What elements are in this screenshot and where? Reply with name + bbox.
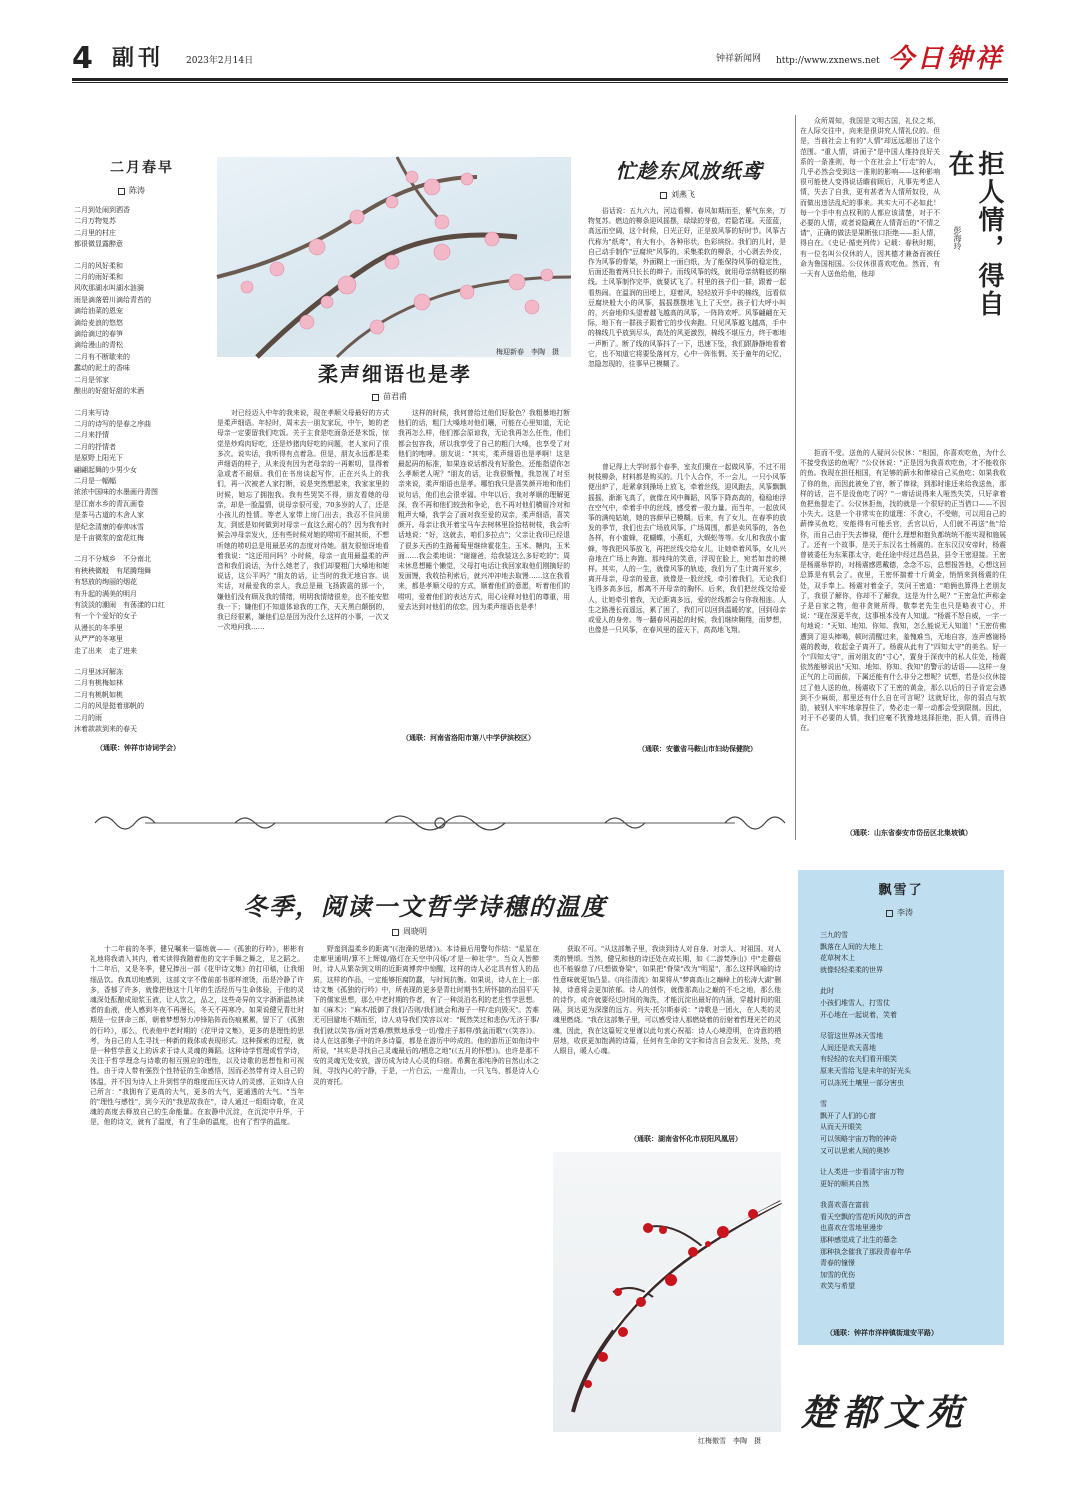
snow-stanza <box>820 1099 1000 1157</box>
poem1-stanza <box>74 408 214 545</box>
poem1-stanza <box>74 667 214 735</box>
filial-author: 苗君甫 <box>372 392 407 402</box>
site-url[interactable]: http://www.zxnews.net <box>776 56 880 66</box>
winter-column-1: 十二年前的冬季，健兄嘱来一篇练就——《孤独的行吟》，彬彬有礼地将我请入其内，着实读得我随着他的文字手舞之舞之，足之蹈之。十二年后，又是冬季，健兄捧出一部《花甲诗文集》的打印稿，让我细细品饮。我真切地感到，这部文字不像前部书那样滚烫，而是冷静了许多，香郁了许多，就像把他这十几年的生活经历与生命体验，于他的灵魂深处酝酿成琼浆玉液，让人饮之，品之，这些奇异的文字渐渐温热读者的血液，使人感到冬夜不再漫长，冬天不再寒冷。如果说健兄青壮时期是一位拼命三郎，朝着梦想努力冲锋陷阵而伤痕累累，留下了《孤独的行吟》，那么，代表他中老时期的《花甲诗文集》，更多的是理性的思考，为自己的人生寻找一种新的栽体或表现形式。这种探索的过程，就是一种哲学意义上的诉求于诗人灵魂的舞蹈。这种诗学哲理或哲学诗，关注于哲学理念与诗歌的相互照应的理性，以及诗歌的思想性和可视性。由于诗人带有强烈个性特征的生命感悟，因而必然带有诗人自己的体温，并不因为诗人上升到哲学的维度而压灭诗人的灵感，正如诗人自己所言："我拥有了更高的大气，更多的大气，更通透的大气。"当年的"理性与感性"，到今天的"我思故我在"，诗人通过一组组诗歌，在灵魂的高度去释放自己的生命能量。在寂静中沉淀，在沉淀中升华，于是，他的诗文，就有了温度，有了生命的温度，也有了哲学的温度。 <box>90 945 304 1127</box>
poem1-line: 浓浓中国味的水墨画丹青图 <box>74 488 158 497</box>
issue-date: 2023年2月14日 <box>186 56 254 66</box>
winter-column-3: 获取不可。"从这部集子里，我读到诗人对自身、对亲人、对祖国、对人类的赞颂。当然，健兄和他的诗还处在成长期，如《二游梵净山》中"走蘑菇也不能躲慈了/只想做脊梁"，如果把"脊梁"改为"明星"，那么这样讽喻的诗性意味就更加凸显。《向往清流》如果将从"梦离高山之巅峰上的松涛大湖"删掉，诗意将会更加浓郁。诗人的创作，就像那高山之巅的不毛之地，那么他的诗作，或许就要经过时间的淘洗，才能沉淀出最好的内涵，穿越时间的阻隔，到达更为深邃的远方。列夫·托尔斯泰说："诗歌是一团火，在人类的灵魂里燃烧。"我在这部集子里，可以感受诗人那燃烧着的衍射着哲理光芒的灵魂，因此，我在这篇短文里谨以此句衷心祝福：诗人心境澄明，在诗意的栖居地，收获更加饱满的诗篇，任何有生命的文字和诗言自会发光、发热，亮人眼目，暖人心魂。 <box>553 945 781 1056</box>
ornament-divider <box>85 808 795 838</box>
poem1-line: 是茶马古道的木舍人家 <box>74 511 144 520</box>
snow-line: 原来天雪给飞是未年的好光头 <box>820 1066 911 1075</box>
snow-line: 此时 <box>820 987 834 996</box>
snow-poem-author: 李涛 <box>886 908 913 918</box>
poem1-line: 有一个个爱好的女子 <box>74 612 137 621</box>
poem1-line: 滴给油菜的恩宠 <box>74 307 123 316</box>
poem1-line: 有秧秧微般 有尾腾翔舞 <box>74 566 151 575</box>
poem1-line: 二月有不断歇来的 <box>74 352 130 361</box>
kite-column-2: 曾记得上大学时那个春季，室友们聚在一起做风筝，不过不用树枝柳条，材料都是购买的。几个人合作，不一会儿，一只小风筝便出炉了，赶紧拿到操场上放飞，牵着丝线，迎风跑去，风筝飘飘摇摇，渐渐飞高了，就像在风中舞蹈，风筝下降高高的，稳稳地浮在空气中，牵着手中的丝线，感受着一股力量。而当年，一起放风筝的满纯姑娘，她的容颜早已模糊。后来，有了女儿，在春季的放发的季节，我们也去广场放风筝。广场周围，都是卖风筝的，各色各样，有小蜜蜂，花蝴蝶，小燕虹，大蜈蚣等等。女儿和我放小蜜蜂，等我把风筝放飞，再把丝线交给女儿，让她牵着风筝，女儿兴奋地在广场上奔跑。那纯纯的笑意，浮现在脸上，宛若如昔的模样。其实，人的一生，就像风筝的轨迹，我们为了生计离开家乡，离开母亲，母亲的爱意，就像是一股丝线，牵引着我们，无论我们飞得多高多远，都离不开母亲的胸怀。后来，我们把丝线交给爱人，让她牵引着我，无论距离多远，爱的丝线都会与你我相连。人生之路漫长而遥远，累了困了，我们可以回到温暖的家，回到母亲或爱人的身旁。等一翻春风再起的时候，我们继续翱翔，而梦想，也像是一只风筝，在春风里的蓝天下，高高地飞翔。 <box>588 463 786 635</box>
poem1-line: 二月是邻家 <box>74 375 109 384</box>
column-logo: 楚都文苑 <box>800 1392 969 1434</box>
poem1-line: 沐着款款到来的春天 <box>74 725 137 734</box>
poem1-line: 是江南水乡的青瓦画卷 <box>74 499 144 508</box>
poem1-line: 滴给麦浪的悠悠 <box>74 318 123 327</box>
poem1-line: 是原野上阳光下 <box>74 454 123 463</box>
red-plum-snow-photo <box>553 1152 781 1432</box>
filial-title: 柔声细语也是孝 <box>318 362 472 386</box>
site-name: 钟祥新闻网 <box>716 54 762 64</box>
refuse-text: 众所周知，我国是文明古国，礼仪之邦，在人际交往中，向来是很讲究人情礼仪的。但是，当前社会上有的"人情"却远远超出了这个范围。"重人情，讲面子"是中国人维持良好关系的一条准则，每一个在社会上"行走"的人，几乎必然会受到这一准则的影响——这种影响很可能使人变得说话瞻前顾后，凡事先考虑人情，失去了自我，更有甚者为人情所奴役，从而做出违法乱纪的事来。其实大可不必如此！每一个手中有点权利的人都应该清楚，对于不必要的人情，或者说隐藏在人情背后的"不情之请"，正确的做法是果断张口拒绝——拒人情，得自在。《史记·循吏列传》记载：春秋时期，有一位名叫公仪休的人，因其德才兼备而被任命为鲁国相国。公仪休很喜欢吃鱼。然而，有一天有人送鱼给他，他却 <box>800 117 940 279</box>
snow-stanza <box>820 1200 1000 1293</box>
poem1-line: 有怒放的绚丽的烟花 <box>74 578 137 587</box>
poem1-body <box>74 205 214 745</box>
poem1-line: 酿出的好甜好甜的米酒 <box>74 387 144 396</box>
kite-column-1: 俗话说：五九六九，河边看柳。春风如期而至，紫气东来，万物复苏。燃边的柳条迎风摇摆，绿绿的芽苞，若隐若现。天蓝蓝，高远而空阔，这个时候，日光正好，正是放风筝的好时节。风筝古代称为"纸鸢"，有大有小，各种形状，色彩缤纷。我们的儿时，是自己动手制作"豆腐块"风筝的。采集柔软的柳条，小心剥去外皮，作为风筝的骨架，外面糊上一面白纸，为了能保持风筝的稳定性，后面还拖着两只长长的辫子。而线风筝的线，就用母亲纳鞋底的棉线。土风筝制作完毕，就要试飞了。村里的孩子们一群，跟着一起看热闹。在温润的田埂上，迎着风，轻轻放开手中的棉线，远看似豆腐块般大小的风筝，摇摇摆摆地飞上了天空。孩子们大呼小叫的，兴奋地仰头望着越飞越高的风筝，一阵阵欢呼。风筝翩翩在天际，地下有一群孩子跟着它的步伐奔跑。只见风筝越飞越高，手中的棉线几乎放到尽头，高处的风更激烈，棉线不堪压力，终于嘭地一声断了。断了线的风筝抖了一下，迅速下坠，我们跟静静地看着它，也不知道它将要坠落何方，心中一阵怅惘。关于童年的记忆，忽隐忽现的，往事早已模糊了。 <box>588 207 786 369</box>
filial-column-1: 对已经迈入中年的我来说，现在孝顺父母最好的方式是柔声细语。年轻时，周末去一朋友家玩，中午，她的老母亲一定要留我们吃饭。关于主食是吃面条还是米饭，惊觉是炒鸡肉好吃，还是炒猪肉好吃的问题，老人家问了很多次。说实话，我听得有点着急。但是，朋友永远都是柔声细语的样子，从来没有因为老母亲的一再絮叨，显得着急或者不耐烦。我们在书房谈起写作，正在兴头上的我们，再一次被老人家打断，说是突然想起来，我家家里的时候，她忘了拥抱我。我有些哭笑不得，朋友看她的母亲，却是一脸温情，说母亲很可爱，70多岁的人了，还是小孩儿的性情。等老人家带上房门出去，我忍不住问朋友，到底是如何做到对母亲一直这么耐心的？因为我有时候会冲母亲发火，还有些时候对她的唠叨不耐其烦，不想听她的唠叨总是用最恶劣的态度对待她。朋友很惊讶地看着我说："这还用问吗？小时候，母亲一直用最温柔的声音和我们说话，为什么她老了，我们却要粗门大嗓地和她说话，这公平吗？"朋友的话，让当时的我无地自容。说实话，对最爱我的亲人，我总是最 飞扬跋扈的那一个，嫌他们没有顾及我的情绪，明明我情绪很差，也不能安慰我一下；嫌他们不知道体谅我的工作，天天黑白颠倒的，我已经很累，嫌他们总是因为没什么这样的小事，一次又一次地问我…… <box>217 409 389 632</box>
kite-author: 刘燕飞 <box>660 190 695 200</box>
poem1-line: 二月里的村庄 <box>74 228 116 237</box>
refuse-author: 彭海玲 <box>953 226 962 250</box>
snow-line: 可以领略宇宙万物的神奇 <box>820 1134 897 1143</box>
snow-line: 加雪的优伤 <box>820 1270 855 1279</box>
snow-stanza <box>820 1167 1000 1190</box>
poem1-line: 二月来写诗 <box>74 408 109 417</box>
winter-title: 冬季，阅读一文哲学诗穗的温度 <box>243 893 607 921</box>
poem1-line: 二月万物复苏 <box>74 217 116 226</box>
snow-line: 青春的憧憬 <box>820 1259 855 1268</box>
snow-stanza <box>820 1031 1000 1089</box>
poem1-line: 从漫长的冬季里 <box>74 623 123 632</box>
poem1-line: 二月来抒情 <box>74 431 109 440</box>
refuse-source: （通联：山东省泰安市岱岳区北集坡镇） <box>846 828 972 837</box>
snow-stanza <box>820 930 1000 976</box>
refuse-title: 拒人情，得自在 <box>944 150 1004 318</box>
poem1-stanza <box>74 554 214 657</box>
poem1-line: 二月是一幅幅 <box>74 476 116 485</box>
poem1-line: 滴给滴过的春笋 <box>74 330 123 339</box>
red-plum-photo-caption: 红梅傲雪 李陶 摄 <box>698 1437 761 1445</box>
poem1-line: 有淡淡的潮闹 有荡漾的口红 <box>74 601 165 609</box>
snow-poem-title: 飘雪了 <box>878 883 924 898</box>
page-number: 4 <box>72 41 93 76</box>
snow-line: 更好的顺其自然 <box>820 1179 869 1188</box>
poem1-line: 二月的抒情者 <box>74 442 116 451</box>
poem1-line: 二月的风是挺着那帆的 <box>74 702 144 711</box>
plum-blossom-photo <box>217 157 571 357</box>
poem1-line: 翩翩起舞的少男少女 <box>74 465 137 474</box>
kite-source: （通联：安徽省马鞍山市妇幼保健院） <box>638 744 757 753</box>
snow-line: 让人类进一步看清宇宙万物 <box>820 1168 904 1177</box>
poem1-line: 二月的风好柔和 <box>74 261 123 270</box>
poem1-stanza <box>74 205 214 251</box>
poem1-line: 二月里冰河解冻 <box>74 668 123 677</box>
poem1-line: 二月不分城乡 不分南北 <box>74 555 151 564</box>
kite-title: 忙趁东风放纸鸢 <box>615 159 763 183</box>
snow-line: 欢笑与希望 <box>820 1282 855 1291</box>
snow-line: 那种执念催我了那段青春年华 <box>820 1247 911 1256</box>
snow-line: 有轻轻的农夫们看开眼笑 <box>820 1055 897 1064</box>
poem1-line: 风吹那湖水叫湖水涟漪 <box>74 284 144 293</box>
poem1-line: 从严严的冬寒里 <box>74 635 123 644</box>
poem1-author: 陈涛 <box>118 186 145 196</box>
snow-line: 我喜欢喜在富前 <box>820 1201 869 1210</box>
snow-line: 可以冻死土壤里一部分害虫 <box>820 1078 904 1087</box>
refuse-text-continued: 拒而不受。送鱼的人疑问公仪休："相国，你喜欢吃鱼，为什么不接受我送的鱼呢？"公仪休说："正是因为我喜欢吃鱼，才不能收你的鱼。我现在担任相国，有足够的薪水和俸禄自己买鱼吃；如果我收了你的鱼，而因此被免了官，断了俸禄，到那时谁还来给我送鱼，那样的话，岂不是没鱼吃了吗？"一席话说得来人哑然失笑，只好拿着鱼把鱼提走了。公仪休拒鱼，找的就是一个很好的正当借口——不因小失大。这是一个非常实在的道理：不贪心，不受贿，可以用自己的薪俸买鱼吃，安能得有可能丢官，丢官以后，人们就不再送"鱼"给你，而自己由于失去俸禄，便什么理想和抱负都统统不能实现和施展了。还有一个故事，是关于东汉名士杨震的。在东汉汉安帝时，杨震曾被委任为东莱郡太守，赴任途中经过昌邑县，县令王密迎接。王密是杨震举荐的，对杨震感恩戴德，念念不忘，总想报答他，心想这回总算是有机会了。夜里，王密怀揣着十斤黄金，悄悄来到杨震的住处，双手奉上。杨震对着金子，笑问王密道："咱俩也算得上老朋友了，我很了解你，你却不了解我，这是为什么呢？"王密急忙声称金子是自家之物，他非贪赃所得，敬奉老先生也只是略表寸心，并说："现在深更半夜，这事根本没有人知道。"杨震不怒自威，一字一句地说："天知、地知、你知、我知，怎么能说无人知道！"王密仿佛遭到了迎头棒喝，顿时清醒过来，羞愧难当，无地自容，连声感谢杨震的教诲，收起金子离开了。杨震从此有了"四知太守"的美名。好一个"四知太守"，面对朋友的"寸心"，置身于深夜中的私人住处，杨震依然能够说出"天知、地知、你知、我知"的警示的话语——这样一身正气的上司面前，下属还能有什么非分之想呢？试想，若是公仪休接过了他人送的鱼，杨震收下了王密的黄金，那么以后的日子肯定会遇到不少麻烦，那里还有什么自在可言呢？这就好比，你的弱点与软肋，被别人牢牢地拿捏住了，势必走一辈一动都会受到限制。因此，对于不必要的人情，我们应毫不犹豫地选择拒绝，拒人情，而得自在。 <box>800 449 1006 733</box>
poem1-line: 是纪念清康的春帅冰雪 <box>74 522 144 531</box>
snow-line: 飘开了人们的心窗 <box>820 1111 876 1120</box>
snow-poem-source: （通联：钟祥市洋梓镇街道安平路） <box>826 1328 938 1337</box>
poem1-line: 滴给漫山的青松 <box>74 341 123 350</box>
poem1-line: 二月的雨 <box>74 713 102 722</box>
poem1-title: 二月春早 <box>110 160 174 176</box>
snow-line: 飘落在人间的大地上 <box>820 942 883 951</box>
winter-column-3-source: （通联：湖南省怀化市辰阳风凰居） <box>630 1134 742 1143</box>
section-name: 副刊 <box>112 46 165 71</box>
snow-line: 也喜欢在雪地里漫步 <box>820 1224 883 1233</box>
header-rule <box>72 78 1008 81</box>
poem1-line: 二月的诗写的是春之序曲 <box>74 419 151 428</box>
snow-line: 从而天开眼笑 <box>820 1123 862 1132</box>
poem1-line: 二月有桃梅如林 <box>74 679 123 688</box>
plum-photo-caption: 梅迎新春 李陶 摄 <box>496 348 559 356</box>
winter-author: 周晓明 <box>392 927 427 937</box>
snow-line: 雪 <box>820 1100 827 1109</box>
poem1-line: 是千亩微浆的蛮花红梅 <box>74 533 144 542</box>
winter-column-2: 野蛮到温柔乡的距离"(《泡澡的思绪》)。本诗最后用警句作结："星星在走廊里通明/算不上辉煌/路灯在天空中闪烁/才是一种社学"。当众人皆醉时，诗人从繁杂到文明的近距离博弈中惊醒，这样的诗人必定具有哲人的品质，这样的作品，一定能够拒腐防蠢，与时间抗衡。如果说，诗人在上一部诗文集《孤独的行吟》中，所表现的更多是青壮时期书生所怀揣的治国平天下的儒家思想，那么中老时期的作者，有了一种淡泊名利的老庄哲学思想。如《麻木》："麻木/抵御了我们/否则/我们就会和海子一样/走向毁灭"。苦难无可回避地不期而至，诗人劝导我们笑容以对："既然笑过和悲伤/无济于事/我们就以笑容/面对苦难/默默地承受一切/像庄子那样/鼓盆而歌"(《笑容》)。诗人在这部集子中的许多诗篇，都是在游历中吟成的。他的游历正如他诗中所说，"其实是寻找自己灵魂最后的/栖息之地"(《五月的怀想》)。也许是那不安的灵魂无处安放，游历成为诗人心灵的归宿。希冀在那纯净的自然山水之间，寻找内心的宁静，于是，一片白云，一座青山，一只飞鸟，都是诗人心灵的寄托。 <box>313 945 539 1086</box>
snow-line: 人间还是欢天喜地 <box>820 1043 876 1052</box>
filial-column-2: 这样的时候，我何曾给过他们好脸色？我粗暴地打断他们的话，粗门大嗓地对他们嚷，可能在心里知道，无论我再怎么样，他们都会原谅我，无论我再怎么任性，他们都会包容我，所以我享受了自己的粗门大嗓，也享受了对他们的咆哮。朋友说："其实，柔声细语也是孝啊！这是最起码的标准，如果连说话都没有好脸色，还能指望你怎么孝顺老人呢？"朋友的话，让我很惭愧，我忽视了对至亲来说，柔声细语也是孝。哪怕我只是喜笑颜开地和他们说句话，他们也会很幸福。中年以后，我对孝顺的理解更深，我不再和他们较劲和争论，也不再对他们横眉冷对和粗声大嗓，我学会了面对我至爱的双亲，柔声细语，喜笑颜开。母亲让我开着宝马车去树林里捡拾枯树枝，我会听话地说："好，这就去，咱们多拉点"；父亲让我印已经退了很多天西的生路葡萄里继续霍花生、玉米、糖肉，玉米面……我会柔地说："谢谢爸，给我装这么多好吃的"；周末休息想睡个懒觉，父母打电话让我回家取他们刚摘好的发面馒，我收拾利索后，就兴冲冲地去取馒……这在我看来，都是孝顺父母的方式，顺着他们的意愿，听着他们的唠叨，爱着他们的表达方式，用心诠释对他们的尊重，用爱去达到对他们的依恋，因为柔声细语也是孝！ <box>398 409 570 611</box>
poem1-line: 有升起的满美的明月 <box>74 589 137 598</box>
snow-line: 开心地在一起说着，笑着 <box>820 1010 897 1019</box>
poem1-source: （通联：钟祥市诗词学会） <box>96 743 180 752</box>
snow-poem-body <box>820 930 1000 1324</box>
poem1-stanza <box>74 261 214 398</box>
poem1-line: 雨是滴落碧川滴给青苔的 <box>74 295 151 304</box>
poem1-line: 二月有桃帆如桃 <box>74 690 123 699</box>
poem1-line: 走了出来 走了进来 <box>74 646 137 655</box>
snow-line: 就像轻轻柔柔的世界 <box>820 965 883 974</box>
column-divider <box>795 115 796 840</box>
snow-line: 花草树木上 <box>820 954 855 963</box>
snow-line: 小孩们堆雪人，打雪仗 <box>820 998 890 1007</box>
poem1-line: 都很微显露醉意 <box>74 240 123 249</box>
poem1-line: 二月到处闹到洒香 <box>74 206 130 214</box>
newspaper-logo: 今日钟祥 <box>888 44 1005 74</box>
header-rule-thin <box>72 82 1008 83</box>
snow-line: 那种感觉成了北生的幕念 <box>820 1236 897 1245</box>
snow-line: 三九的雪 <box>820 931 848 939</box>
snow-stanza <box>820 986 1000 1021</box>
filial-source: （通联：河南省洛阳市第八中学伊滨校区） <box>402 733 535 742</box>
snow-line: 尽管这世界冰天雪地 <box>820 1032 883 1041</box>
poem1-line: 二月的雨好柔和 <box>74 273 123 282</box>
poem1-line: 蠢动的泥土的香味 <box>74 364 130 373</box>
snow-line: 又可以思索人间的奥妙 <box>820 1146 890 1155</box>
snow-line: 看天空飘的雪花听风吹的声音 <box>820 1212 911 1221</box>
